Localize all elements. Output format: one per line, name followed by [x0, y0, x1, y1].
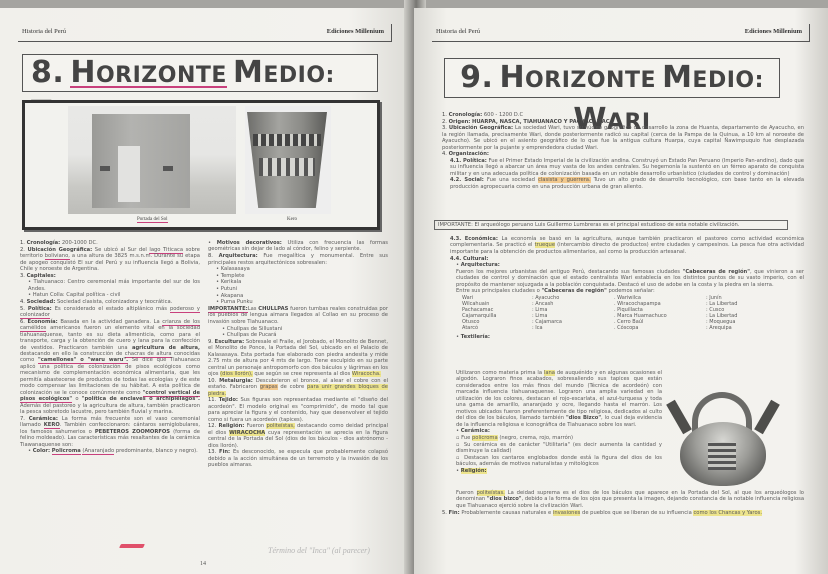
item-escultura: 9. Escultura: Sobresale el Fraile, el Jorobado, el Monolito de Bennet, el Monolito de Ponce, la Portada del Sol, ubicado en el Palacio de Kalasasaya. Esta portada fue elaborado con piedra andesita y mide 2.75 mts de altura por 4 mts de largo. Tiene esculpido en su parte central un personaje antropomorfo con dos báculos y lágrimas en los ojos (dios llorón), que según se cree representa al dios Wiracocha.: [208, 338, 388, 378]
item-metalurgia: 10. Metalurgia: Descubrieron el bronce, al alear el cobre con el estaño. Fabricaron grapas de cobre para unir grandes bloques de piedra.: [208, 377, 389, 397]
item-fin: 13. Fin: Es desconocido, se especula que probablemente colapsó debido a la acción simultánea de un terremoto y la invasión de los pueblos aimaras.: [208, 449, 388, 469]
portada-del-sol-photo: [68, 106, 236, 214]
gate-caption: Portada del Sol: [137, 217, 168, 222]
publisher: Ediciones Millenium: [326, 28, 384, 35]
header-rule: [391, 24, 392, 42]
item-tejido: 11. Tejido: Sus figuras son representadas mediante el "diseño del acordeón". El modelo original es "comprimido", de modo tal que para apreciar la figura y el contenido, hay que desenvolver el tejido como si fuera un acordeón (tapices).: [208, 397, 388, 423]
item-politica: 5. Política: Es considerado el estado altiplánico más poderoso y colonizador: [20, 305, 200, 319]
item-motivos: • Motivos decorativos: Utiliza con frecuencia las formas geométricas sin dejar de lado al cóndor, felino y serpiente.: [208, 240, 388, 253]
item-arquitectura: 8. Arquitectura: Fue megalítica y monumental. Entre sus principales restos arquitectónicos sobresalen:: [208, 253, 388, 266]
right-section-a: 1. Cronología: 600 - 1200 D.C 2. Origen: HUARPA, NASCA, TIAHUANACO Y PACHACAMAC. 3. Ubicación Geográfica: La sociedad Wari, tuvo su núcleo geográfico de desarrollo la zona de Huanta, departamento de Ayacucho, en la región llamada, precisamente Wari, donde posteriormente radicó su capital (cerca de la Pampa de la Quinua, a 10 km al noroeste de Ayacucho). Se ubicó en el asiento geográfico de lo que fue la antigua cultura Huarpa, cuya capital Ñawimpuquio fue desplazada posteriormente por la pujante y emprendedora ciudad Wari. 4. Organización: 4.1. Política: Fue el Primer Estado Imperial de la civilización andina. Construyó un Estado Pan Peruano (Imperio Pan-andino), dado que su influencia llegó a abarcar un área muy vasta de los andes centrales. Su hegemonía la sustentó en un férreo aparato de conquista militar y en una adecuada política de colonización basada en un notable desarrollo urbanístico (ciudades de control y dominación) 4.2. Social: Fue una sociedad clasista y guerrera. Tuvo un alto grado de desarrollo tecnológico, con base tanto en la elevada producción agropecuaria como en una producción urbana de gran aliento.: [442, 112, 805, 190]
left-column-2: • Motivos decorativos: Utiliza con frecuencia las formas geométricas sin dejar de lado al cóndor, felino y serpiente. 8. Arquitectura: Fue megalítica y monumental. Entre sus principales restos arquitectónicos sobresalen: • Kalasasaya • Templete • Kerikala • Putuni • Akapana • Puma Punku IMPORTANTE:Las CHULLPAS fueron tumbas reales construidas por los pueblos de lengua aimara llegados al Collao en su proceso de invasión sobre Tiahuanaco. • Chullpas de Sillustani • Chullpas de Pucará 9. Escultura: Sobresale el Fraile, el Jorobado, el Monolito de Bennet, el Monolito de Ponce, la Portada del Sol, ubicado en el Palacio de Kalasasaya. Esta portada fue elaborado con piedra andesita y mide 2.75 mts de altura por 4 mts de largo. Tiene esculpido en su parte central un personaje antropomorfo con dos báculos y lágrimas en los ojos (dios llorón), que según se cree representa al dios Wiracocha. 10. Metalurgia: Descubrieron el bronce, al alear el cobre con el estaño. Fabricaron grapas de cobre para unir grandes bloques de piedra. 11. Tejido: Sus figuras son representadas mediante el "diseño del acordeón". El modelo original es "comprimido", de modo tal que para apreciar la figura y el contenido, hay que desenvolver el tejido como si fuera un acordeón (tapices). 12. Religión: Fueron politeístas, destacando como deidad principal el dios WIRACOCHA cuya representación se aprecia en la figura central de la Portada del Sol (dios de los báculos - dios astrónomo - dios llorón). 13. Fin: Es desconocido, se especula que probablemente colapsó debido a la acción simultánea de un terremoto y la invasión de los pueblos aimaras.: [208, 240, 389, 469]
chapter-title: 9. HORIZONTE MEDIO: WARI: [444, 58, 780, 98]
pen-mark: [119, 544, 145, 548]
chapter-title: 8. HORIZONTE MEDIO:: [22, 54, 378, 92]
item-religion: 12. Religión: Fueron politeístas, destacando como deidad principal el dios WIRACOCHA cuya representación se aprecia en la figura central de la Portada del Sol (dios de los báculos - dios astrónomo - dios llorón).: [208, 423, 389, 449]
right-section-c: Utilizaron como materia prima la lana de auquénido y en algunas ocasiones el algodón. Lograron finos acabados, sobresaliendo sus tapices que están considerados entre los más finos del mundo (Técnica de acordeón) con marcada influencia tiahuanaquense. Lograron una amplia variedad en la utilización de los colores, destacan el rojo-escarlata, el azul-turquesa y toda una gama de amarillo, anaranjado y ocre, llegando hasta el marrón. Los motivos ubicados fueron preferentemente de tipo religiosa, dedicados al culto del dios de los báculos, llamado también "dios Bizco", lo cual deja evidencia de la influencia religiosa e iconográfica de Tiahuanaco sobre los wari. • Cerámica: ▫ Fue policroma (negro, crema, rojo, marrón) ▫ Su cerámica es de carácter "Utilitaria" (es decir aumenta la cantidad y disminuye la calidad) ▫ Destacan los cantaros englobados donde está la figura del dios de los báculos, además de motivos naturalistas y mitológicos • Religión:: [456, 370, 663, 474]
publisher: Ediciones Millenium: [744, 28, 802, 35]
left-column-1: 1. Cronología: 200-1000 DC. 2. Ubicación Geográfica: Se ubicó al Sur del lago Titicaca sobre territorio boliviano, a una altura de 3825 m.s.n.m. Durante su etapa de apogeo conquistó El sur del Perú y su influencia llegó a Bolivia, Chile y noroeste de Argentina. 3. Capitales: • Tiahuanaco: Centro ceremonial más importante del sur de los Andes. • Hatun Colla: Capital política - civil 4. Sociedad: Sociedad clasista, colonizadora y teocrática. 5. Política: Es considerado el estado altiplánico más poderoso y colonizador 6. Economía: Basada en la actividad ganadera. La crianza de los camélidos americanos fueron un elemento vital en la sociedad tiahuanaquense, tanto es su dieta alimenticia, como para el transporte, carga y la obtención de cuero y lana para la confección de vestidos. Practicaron también una agricultura de altura, destacando en ello la construcción de chacras de altura conocidas como "camellones" o "waru waru". Se dice que Tiahuanaco aplicó una política de colonización de pisos ecológicos como mecanismo de complementación económica alimentaria, que les permitía abastecerse de productos de todas las ecologías y de este modo compensar las limitaciones de su hábitat. A esta política de colonización se le conoce comúnmente como "control vertical de pisos ecológicos" o "política de enclaves o archipiélagos". Además del pastoreo y la agricultura de altura, también practicaron la pesca sobretodo lacustre, pero también fluvial y marina. 7. Cerámica: La forma más frecuente son el vaso ceremonial llamado KERO. También confeccionaron: cántaros semiglobulares, los famosos sahumerios o PEBETEROS ZOOMORFOS (forma de felino moldeado). Las características más resaltantes de la cerámica Tiawanaquense son: • Color: Policroma (Anaranjado predominante, blanco y negro).: [20, 240, 201, 455]
kero-photo: [245, 106, 331, 214]
important-note-box: IMPORTANTE: El arqueólogo peruano Luis Guillermo Lumbreras es el principal estudioso de esta notable civilización.: [434, 220, 788, 230]
page-number: 14: [200, 561, 206, 567]
item-sociedad: 4. Sociedad: Sociedad clasista, colonizadora y teocrática.: [20, 299, 173, 306]
item-economia: 6. Economía: Basada en la actividad ganadera. La crianza de los camélidos americanos fueron un elemento vital en la sociedad tiahuanaquense, tanto es su dieta alimenticia, como para el transporte, carga y la obtención de cuero y lana para la confección de vestidos. Practicaron también una agricultura de altura, destacando en ello la construcción de chacras de altura conocidas como "camellones" o "waru waru". Se dice que Tiahuanaco aplicó una política de colonización de pisos ecológicos como mecanismo de complementación económica alimentaria, que les permitía abastecerse de productos de todas las ecologías y de este modo compensar las limitaciones de su hábitat. A esta política de colonización se le conoce comúnmente como "control vertical de pisos ecológicos" o "política de enclaves o archipiélagos". Además del pastoreo y la agricultura de altura, también practicaron la pesca sobretodo lacustre, pero también fluvial y marina.: [20, 318, 201, 416]
item-ubicacion: 2. Ubicación Geográfica: Se ubicó al Sur del lago Titicaca sobre territorio boliviano, a una altura de 3825 m.s.n.m. Durante su etapa de apogeo conquistó El sur del Perú y su influencia llegó a Bolivia, Chile y noroeste de Argentina.: [20, 246, 200, 272]
header-rule: [809, 24, 810, 42]
item-capitales: 3. Capitales:: [20, 272, 56, 279]
right-page: [414, 8, 828, 574]
left-page: [0, 8, 410, 574]
wari-vessel-photo: [646, 388, 796, 498]
kero-caption: Kero: [287, 217, 297, 222]
handwritten-note: Término del "Inca" (al parecer): [268, 546, 370, 555]
item-ceramica: 7. Cerámica: La forma más frecuente son el vaso ceremonial llamado KERO. También confeccionaron: cántaros semiglobulares, los famosos sahumerios o PEBETEROS ZOOMORFOS (forma de felino moldeado). Las características más resaltantes de la cerámica Tiawanaquense son:: [20, 415, 201, 448]
book-title: Historia del Perú: [22, 28, 67, 35]
right-section-b: 4.3. Económica: La economía se basó en la agricultura, aunque también practicaron el pastoreo como actividad económica complementaria. Se practicó el trueque (intercambio directo de productos) entre ciudades y campesinos. La pesca fue otra actividad importante para la obtención de productos alimentarios, así como la producción artesanal. 4.4. Cultural: • Arquitectura: Fueron los mejores urbanistas del antiguo Perú, destacando sus famosas ciudades "Cabeceras de región", que vinieron a ser ciudades de control y dominación que el estado centralista Wari establecía en los distintos puntos de su vasto imperio, con el propósito de mantener sojuzgada a la población conquistada. Destacó el uso de adobe en la costa y la piedra en la sierra. Entre sus principales ciudades o "Cabeceras de región" podemos señalar: Wari : Ayacucho . Wariwilca : Junín Wilcahuain : Ancash . Wiracochapampa : La Libertad Pachacamac : Lima . Piquillacta : Cusco Cajamarquilla : Lima . Marca Huamachuco : La Libertad Otusco : Cajamarca . Cerro Baúl : Moquegua Atarcó : Ica . Cóscopa : Arequipa • Textilería:: [450, 236, 804, 341]
book-title: Historia del Perú: [436, 28, 481, 35]
item-cronologia: 1. Cronología: 200-1000 DC.: [20, 240, 98, 246]
photo-frame: [22, 100, 380, 230]
cities-table: Wari : Ayacucho . Wariwilca : Junín Wilcahuain : Ancash . Wiracochapampa : La Libertad Pachacamac : Lima . Piquillacta : Cusco Cajamarquilla : Lima . Marca Huamachuco : La Libertad Otusco : Cajamarca . Cerro Baúl : Moquegua Atarcó : Ica . Cóscopa : Arequipa: [462, 295, 738, 332]
running-head: [432, 24, 810, 42]
item-importante-chullpas: IMPORTANTE:Las CHULLPAS fueron tumbas reales construidas por los pueblos de lengua aimara llegados al Collao en su proceso de invasión sobre Tiahuanaco.: [208, 306, 388, 325]
running-head: [18, 24, 392, 42]
right-section-d: Fueron politeístas. La deidad suprema es el dios de los báculos que aparece en la Portada del Sol, al que los arqueólogos lo denominan "dios bizco", debido a la forma de los ojos que presenta la imagen, dejando constancia de la notable influencia religiosa que Tiahuanaco ejerció sobre la civilización Wari. 5. Fin: Probablemente causas naturales e invasiones de pueblos que se liberan de su influencia como los Chancas y Yaros.: [442, 490, 805, 516]
